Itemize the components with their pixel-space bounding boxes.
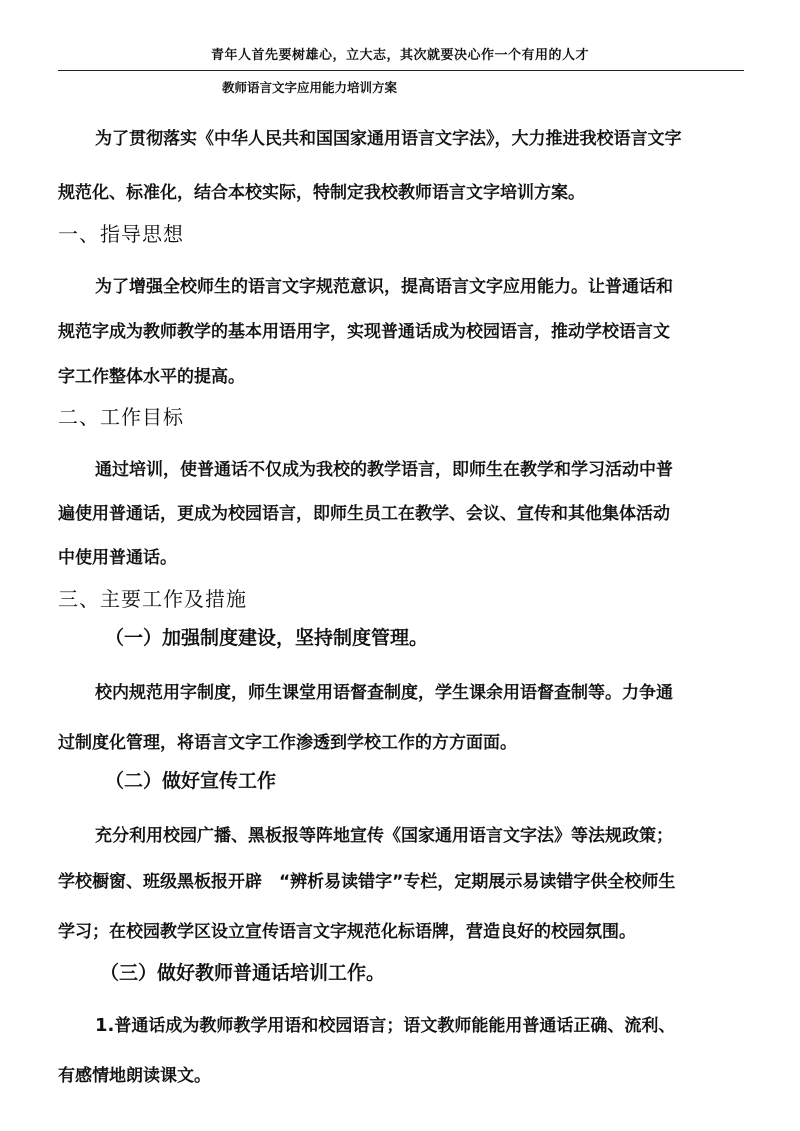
intro-line-1: 为了贯彻落实《中华人民共和国国家通用语言文字法》，大力推进我校语言文字 <box>95 129 682 149</box>
section-1-heading: 一、指导思想 <box>58 222 184 246</box>
item-number: 1. <box>95 1015 115 1036</box>
subsection-3-heading: （三）做好教师普通话培训工作。 <box>100 962 386 984</box>
subsection-2-line-2: 学校橱窗、班级黑板报开辟 “辨析易读错字”专栏，定期展示易读错字供全校师生 <box>58 872 676 892</box>
subsection-2-line-3: 学习；在校园教学区设立宣传语言文字规范化标语牌，营造良好的校园氛围。 <box>58 922 636 942</box>
subsection-2-heading: （二）做好宣传工作 <box>105 770 277 792</box>
section-1-line-3: 字工作整体水平的提高。 <box>58 367 245 387</box>
subsection-3-item-1-line-2: 有感情地朗读课文。 <box>58 1066 211 1086</box>
subsection-1-heading: （一）加强制度建设，坚持制度管理。 <box>105 627 429 649</box>
section-1-line-2: 规范字成为教师教学的基本用语用字，实现普通话成为校园语言，推动学校语言文 <box>58 322 670 342</box>
item-text: 普通话成为教师教学用语和校园语言；语文教师能能用普通话正确、流利、 <box>114 1016 676 1036</box>
subsection-2-line-1: 充分利用校园广播、黑板报等阵地宣传《国家通用语言文字法》等法规政策； <box>95 826 673 846</box>
section-2-line-3: 中使用普通话。 <box>58 548 177 568</box>
section-2-heading: 二、工作目标 <box>58 405 184 429</box>
subsection-3-item-1-line-1 <box>95 1011 675 1036</box>
header-divider <box>58 70 744 71</box>
subsection-1-line-2: 过制度化管理，将语言文字工作渗透到学校工作的方方面面。 <box>58 733 517 753</box>
document-title: 教师语言文字应用能力培训方案 <box>222 80 398 95</box>
intro-line-2: 规范化、标准化，结合本校实际，特制定我校教师语言文字培训方案。 <box>58 183 585 203</box>
section-3-heading: 三、主要工作及措施 <box>58 587 247 611</box>
section-1-line-1: 为了增强全校师生的语言文字规范意识，提高语言文字应用能力。让普通话和 <box>95 277 673 297</box>
section-2-line-1: 通过培训，使普通话不仅成为我校的教学语言，即师生在教学和学习活动中普 <box>95 460 673 480</box>
section-2-line-2: 遍使用普通话，更成为校园语言，即师生员工在教学、会议、宣传和其他集体活动 <box>58 504 670 524</box>
header-motto: 青年人首先要树雄心，立大志，其次就要决心作一个有用的人才 <box>210 48 589 63</box>
subsection-1-line-1: 校内规范用字制度，师生课堂用语督查制度，学生课余用语督查制等。力争通 <box>95 683 673 703</box>
